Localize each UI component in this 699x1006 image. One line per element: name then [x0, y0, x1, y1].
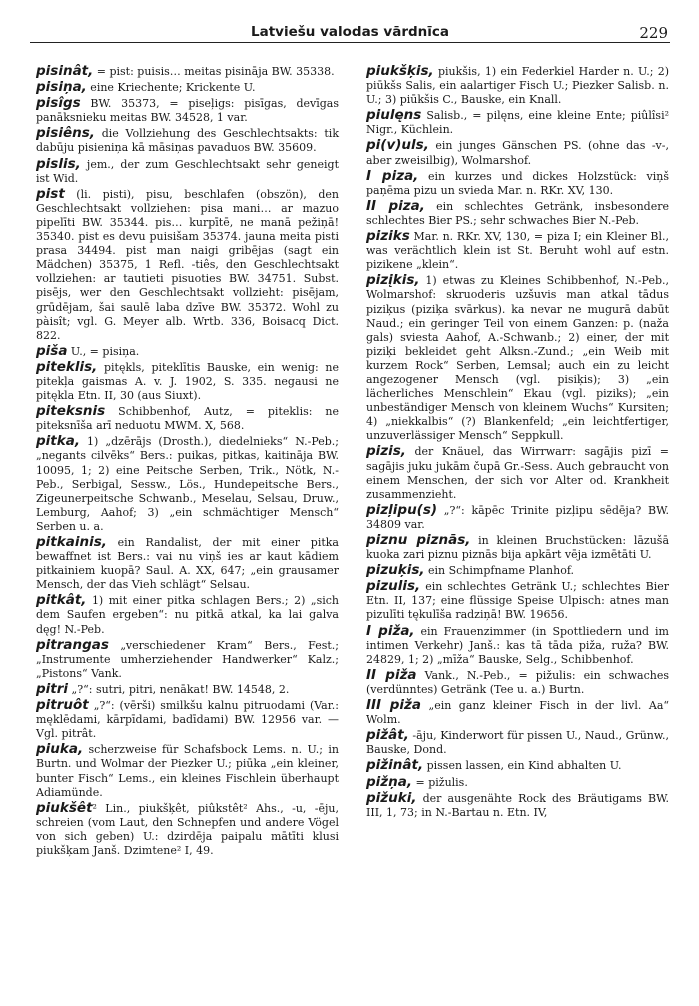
entry-definition: eine Kriechente; Krickente U. [86, 81, 256, 95]
dictionary-entry [36, 535, 339, 592]
entry-headword: pist [36, 185, 65, 202]
entry-definition: ein junges Gänschen PS. (ohne das -v-, aber zweisilbig), Wolmarshof. [366, 139, 669, 167]
entry-headword: piteklis, [36, 358, 98, 375]
dictionary-entry [36, 157, 339, 186]
entry-definition: „verschiedener Kram“ Bers., Fest.; „Instrumente umherziehender Handwerker“ Kalz.; „Pistons“ Vank. [36, 638, 339, 680]
dictionary-entry [366, 199, 669, 228]
dictionary-entry [366, 64, 669, 107]
entry-headword: pižât, [366, 727, 409, 744]
entry-definition: = pižulis. [412, 775, 468, 789]
entry-definition: der Knäuel, das Wirrwarr: sagājis pizī = sagājis juku jukām čupā Gr.-Sess. Auch gebraucht von einem Menschen, der sich vor Alter od. Krankheit zusammenzieht. [366, 445, 669, 501]
entry-definition: ein kurzes und dickes Holzstück: viņš paņēma pizu un svieda Mar. n. RKr. XV, 130. [366, 169, 669, 197]
entry-headword: pitka, [36, 433, 80, 450]
entry-headword: pi(v)uls, [366, 137, 429, 154]
dictionary-entry [36, 801, 339, 858]
entry-definition: der ausgenähte Rock des Bräutigams BW. III, 1, 73; in N.-Bartau n. Etn. IV, [366, 791, 669, 819]
entry-definition: Vank., N.-Peb., = pižulis: ein schwaches (verdünntes) Getränk (Tee u. a.) Burtn. [366, 668, 669, 696]
entry-definition: pissen lassen, ein Kind abhalten U. [423, 759, 622, 773]
dictionary-entry [36, 434, 339, 534]
entry-headword: pižuki, [366, 789, 417, 806]
entry-headword: pitkât, [36, 592, 87, 609]
dictionary-entry [366, 273, 669, 443]
entry-definition: Salisb., = pilęns, eine kleine Ente; piûlîsi² Nigr., Küchlein. [366, 109, 669, 137]
dictionary-entry [366, 444, 669, 501]
entry-headword: piukšķis, [366, 63, 434, 79]
entry-headword: II piza, [366, 197, 425, 214]
dictionary-entry [36, 698, 339, 741]
entry-headword: pitrangas [36, 636, 109, 653]
entry-headword: piteksnis [36, 403, 106, 420]
running-title: Latviešu valodas vārdnīca [251, 24, 449, 40]
entry-headword: pitri [36, 680, 69, 697]
entry-headword: pisiêns, [36, 125, 95, 142]
entry-definition: (li. pisti), pisu, beschlafen (obszön), den Geschlechtsakt vollziehen: pisa mani… ar mazuo pipelīti BW. 35344. pis… kurpītē, ne manā pežiņā! 35340. pist es devu puisišam 35374. jauna meita pisti prasa 34494. pist man naigi gribējas (sagt ein Mädchen) 35375, 1 Refl. -tiês, den Geschlechtsakt vollziehen: ar tautieti pisuoties BW. 34751. Subst. pisējs, wer den Geschlechtsakt vollzieht: pisējam, grūdējam, šai saulē laba dzīve BW. 35372. Wohl zu pàisît; vgl. G. Meyer alb. Wrtb. 336, Boisacq Dict. 822. [36, 187, 339, 342]
entry-definition: piukšis, 1) ein Federkiel Harder n. U.; 2) piūkšs Salis, ein aalartiger Fisch U.; Piezker Salisb. n. U.; 3) piūkšis C., Bauske, ein Knall. [366, 65, 669, 107]
entry-definition: = pist: puisis… meitas pisināja BW. 35338. [93, 65, 335, 78]
entry-headword: I piža, [366, 622, 415, 639]
entry-definition: Schibbenhof, Autz, = piteklis: ne piteksnīša arī neduotu MWM. X, 568. [36, 405, 339, 433]
dictionary-entry [366, 668, 669, 697]
dictionary-entry [36, 682, 339, 697]
entry-headword: pislis, [36, 155, 81, 172]
entry-headword: pizļipu(s) [366, 501, 438, 518]
entry-definition: U., = pisiņa. [67, 344, 140, 358]
entry-headword: pisiņa, [36, 79, 87, 96]
dictionary-entry [36, 638, 339, 681]
entry-definition: ein Randalist, der mit einer pitka bewaffnet ist Bers.: vai nu viņš ies ar kaut kādiem pitkainiem kuopā? Saul. A. XX, 647; „ein grausamer Mensch, der das Vieh schlägt“ Selsau. [36, 536, 339, 592]
entry-headword: pisîgs [36, 95, 81, 112]
dictionary-entry [366, 503, 669, 532]
dictionary-entry [36, 80, 339, 95]
entry-definition: BW. 35373, = piseļigs: pisīgas, devīgas panāksnieku meitas BW. 34528, 1 var. [36, 97, 339, 125]
entry-definition: ein schlechtes Getränk U.; schlechtes Bier Etn. II, 137; eine flüssige Speise Ulpisch: atnes man pizulīti tękulīša radziņā! BW. 19656. [366, 580, 669, 622]
entry-headword: pizįkis, [366, 272, 420, 289]
entry-definition: „ein ganz kleiner Fisch in der livl. Aa“ Wolm. [366, 699, 670, 727]
entry-headword: pižņa, [366, 773, 412, 790]
entry-headword: piulęns [366, 107, 422, 124]
entry-definition: ² Lin., piukšķêt, piûkstêt² Ahs., -u, -ēju, schreien (vom Laut, den Schnepfen und andere Vögel von sich geben) U.: dzirdēja paipalu mātīti klusi piukšķam Janš. Dzimtene² I, 49. [36, 801, 339, 857]
dictionary-entry [366, 563, 669, 578]
dictionary-entry [366, 138, 669, 167]
dictionary-entry [36, 404, 339, 433]
entry-headword: III piža [366, 697, 422, 714]
entry-headword: piša [36, 342, 68, 359]
page-header [30, 8, 670, 43]
entry-definition: „?“: kāpēc Trinite pizļipu sēdēja? BW. 34809 var. [366, 503, 669, 531]
entry-definition: 1) etwas zu Kleines Schibbenhof, N.-Peb., Wolmarshof: skruoderis uzšuvis man atkal tādus piziķus (piziķa svārkus). ka nevar ne mugurā dabūt Naud.; ein geringer Teil von einem Ganzen: p. (naža gals) sviesta Aahof, A.-Schwanb.; 2) einer, der mit piziķi bekleidet geht Alksn.-Zund.; „ein Weib mit kurzem Rock“ Serben, Lemsal; auch ein zu leicht angezogener Mensch (vgl. pisiķis); 3) „ein lächerliches Menschlein“ Ekau (vgl. piziks); „ein unbeständiger Mensch von kleinem Wuchs“ Kursiten; 4) „niekkalbis“ (?) Blankenfeld; „ein leichtfertiger, unzuverlässiger Mensch“ Seppkull. [366, 274, 669, 443]
page-number: 229 [639, 24, 668, 42]
entry-headword: pisinât, [36, 63, 94, 79]
dictionary-entry [36, 187, 339, 343]
entry-headword: piziks [366, 228, 410, 245]
dictionary-entry [36, 64, 339, 79]
entry-headword: pizuķis, [366, 562, 425, 579]
left-column [36, 64, 339, 859]
entry-definition: pitękls, piteklītis Bauske, ein wenig: ne pitekļa gaismas A. v. J. 1902, S. 335. negausi ne pitękla Etn. II, 30 (aus Siuxt). [36, 360, 339, 403]
entry-definition: ein Schimpfname Planhof. [424, 564, 575, 578]
dictionary-entry [366, 624, 669, 667]
entry-headword: pizulis, [366, 578, 421, 595]
dictionary-entry [366, 108, 669, 137]
dictionary-entry [366, 791, 669, 820]
dictionary-entry [366, 698, 669, 727]
entry-definition: 1) mit einer pitka schlagen Bers.; 2) „sich dem Saufen ergeben“: nu pitkā atkal, ka lai galva dęg! N.-Peb. [36, 594, 339, 636]
dictionary-entry [366, 229, 669, 272]
entry-definition: in kleinen Bruchstücken: lāzušā kuoka zari piznu piznās bija apkārt vēja izmētāti U. [366, 534, 669, 562]
dictionary-entry [366, 728, 669, 757]
entry-headword: pizis, [366, 443, 406, 460]
dictionary-entry [36, 126, 339, 155]
entry-headword: piznu piznās, [366, 532, 471, 548]
right-column [366, 64, 669, 821]
entry-definition: Mar. n. RKr. XV, 130, = piza I; ein Kleiner Bl., was verächtlich klein ist St. Beruht wohl auf estn. pizikene „klein“. [366, 230, 669, 272]
entry-definition: 1) „dzērājs (Drosth.), diedelnieks“ N.-Peb.; „negants cilvēks“ Bers.: puikas, pitkas, kaitināja BW. 10095, 1; 2) eine Peitsche Serben, Trik., Nötk, N.-Peb., Serbigal, Sessw., Lös., Hundepeitsche Bers., Zigeunerpeitsche Schwanb., Meselau, Selsau, Druw., Lemburg, Aahof; 3) „ein schmächtiger Mensch“ Serben u. a. [36, 435, 339, 533]
dictionary-entry [366, 533, 669, 562]
dictionary-entry [36, 593, 339, 636]
dictionary-entry [36, 742, 339, 799]
entry-definition: -āju, Kinderwort für pissen U., Naud., Grünw., Bauske, Dond. [366, 729, 669, 757]
dictionary-entry [366, 579, 669, 622]
entry-definition: ein Frauenzimmer (in Spottliedern und im intimen Verkehr) Janš.: kas tā tāda piža, ruža? BW. 24829, 1; 2) „mīža“ Bauske, Selg., Schibbenhof. [366, 624, 669, 666]
entry-headword: pitruôt [36, 697, 89, 714]
entry-definition: die Vollziehung des Geschlechtsakts: tik dabūju pisieniņa kā māsiņas pavaduos BW. 35609. [36, 127, 339, 155]
dictionary-entry [366, 775, 669, 790]
entry-definition: „?“: (vērši) smilkšu kalnu pitruodami (Var.: męklēdami, kārpīdami, badīdami) BW. 12956 var. — Vgl. pitrât. [36, 699, 339, 741]
entry-headword: piukšêt [36, 799, 93, 816]
entry-headword: pižinât, [366, 757, 424, 774]
entry-headword: II piža [366, 666, 417, 683]
dictionary-entry [36, 360, 339, 403]
entry-definition: „?“: sutri, pitri, nenākat! BW. 14548, 2. [68, 682, 290, 696]
entry-headword: I piza, [366, 167, 419, 184]
entry-definition: ein schlechtes Getränk, insbesondere schlechtes Bier PS.; sehr schwaches Bier N.-Peb. [366, 199, 669, 227]
entry-headword: pitkainis, [36, 534, 107, 550]
entry-definition: jem., der zum Geschlechtsakt sehr geneigt ist Wid. [36, 157, 339, 185]
dictionary-entry [36, 344, 339, 359]
dictionary-entry [366, 758, 669, 773]
entry-headword: piuka, [36, 741, 84, 758]
dictionary-entry [36, 96, 339, 125]
dictionary-entry [366, 169, 669, 198]
entry-definition: scherzweise für Schafsbock Lems. n. U.; in Burtn. und Wolmar der Piezker U.; piūka „ein kleiner, bunter Fisch“ Lems., ein kleines Fischlein überhaupt Adiamünde. [36, 743, 339, 799]
